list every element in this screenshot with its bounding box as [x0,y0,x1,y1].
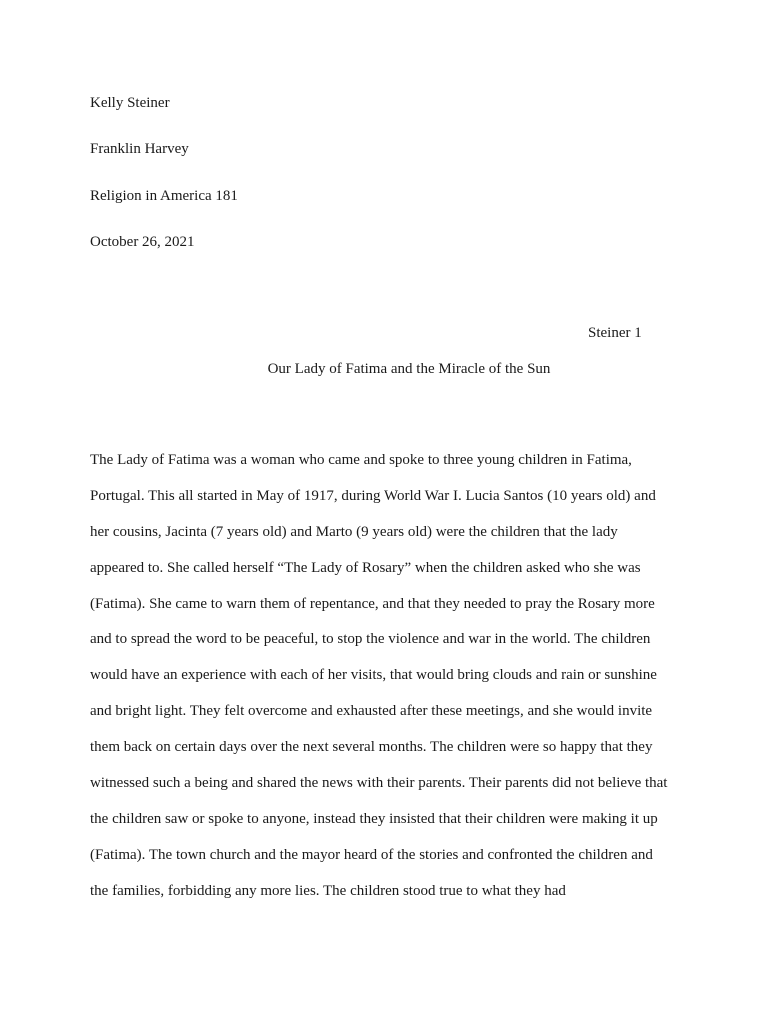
body-line: witnessed such a being and shared the news with their parents. Their parents did not believe that [90,775,668,792]
page-number: Steiner 1 [588,325,642,341]
body-line: (Fatima). The town church and the mayor heard of the stories and confronted the children and [90,846,653,863]
author-name: Kelly Steiner [90,95,170,111]
document-date: October 26, 2021 [90,233,195,250]
body-line: the children saw or spoke to anyone, instead they insisted that their children were making it up [90,810,658,827]
body-line: (Fatima). She came to warn them of repentance, and that they needed to pray the Rosary more [90,595,655,612]
course-name: Religion in America 181 [90,187,238,204]
mla-heading [90,92,238,277]
body-line: and bright light. They felt overcome and exhausted after these meetings, and she would invite [90,703,653,720]
body-line: the families, forbidding any more lies. The children stood true to what they had [90,882,566,899]
body-line: appeared to. She called herself “The Lady of Rosary” when the children asked who she was [90,559,641,576]
body-line: Portugal. This all started in May of 1917, during World War I. Lucia Santos (10 years old) and [90,487,656,504]
body-line: her cousins, Jacinta (7 years old) and Marto (9 years old) were the children that the lady [90,523,618,540]
body-line: and to spread the word to be peaceful, to stop the violence and war in the world. The children [90,631,651,648]
body-line: The Lady of Fatima was a woman who came and spoke to three young children in Fatima, [90,452,632,468]
body-line: them back on certain days over the next several months. The children were so happy that they [90,739,653,756]
body-paragraph [90,449,667,916]
instructor-name: Franklin Harvey [90,141,189,158]
document-title: Our Lady of Fatima and the Miracle of the Sun [267,361,551,377]
body-line: would have an experience with each of her visits, that would bring clouds and rain or sunshine [90,667,657,684]
